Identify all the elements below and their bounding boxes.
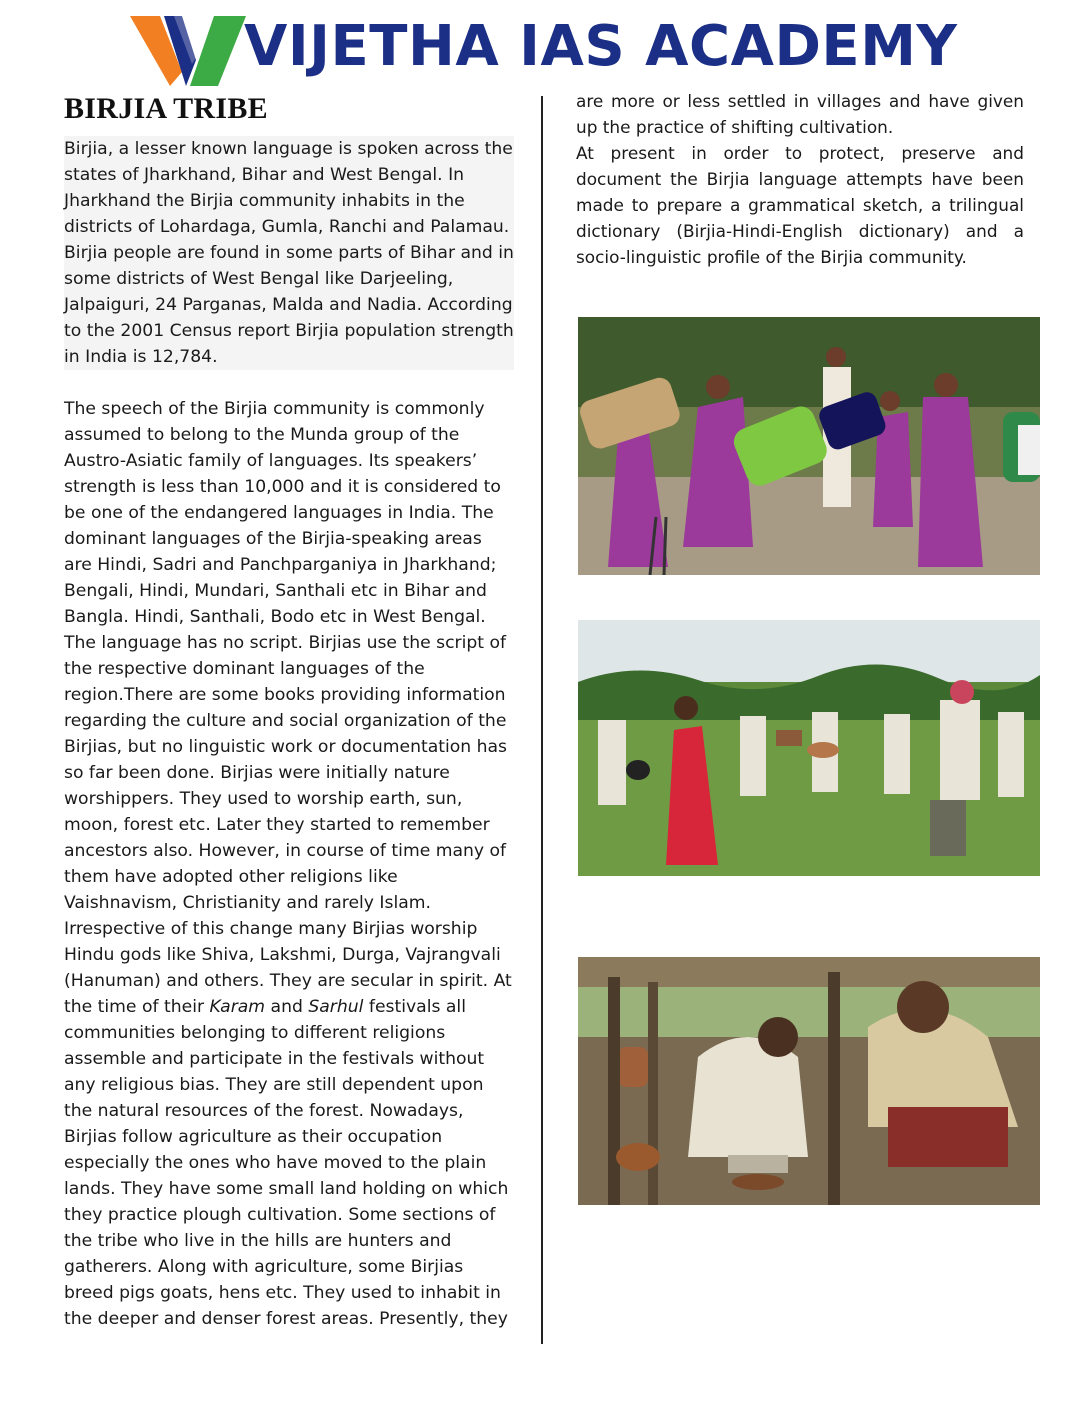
column-divider <box>541 96 543 1344</box>
photo-dance-drums <box>578 317 1040 575</box>
paragraph-speech <box>64 396 514 1332</box>
header <box>130 8 960 86</box>
academy-brand-name: VIJETHA IAS ACADEMY <box>244 14 958 79</box>
festival-karam: Karam <box>209 997 266 1017</box>
paragraph-speech-part2: festivals all communities belonging to different religions assemble and participate in the festivals without any religious bias. They are still dependent upon the natural resources of the forest. Nowadays, Birjias follow agriculture as their occupation especially the ones who have moved to the plain lands. They have some small land holding on which they practice plough cultivation. Some sections of the tribe who live in the hills are hunters and gatherers. Along with agriculture, some Birjias breed pigs goats, hens etc. They used to inhabit in the deeper and denser forest areas. Presently, they <box>64 997 509 1329</box>
vijetha-logo-icon <box>130 12 250 86</box>
dance-drums-photo-icon <box>578 317 1040 575</box>
paragraph-preservation: At present in order to protect, preserve and document the Birjia language attempts have been made to prepare a grammatical sketch, a trilingual dictionary (Birjia-Hindi-English dictionary) and a socio-linguistic profile of the Birjia community. <box>576 143 1024 267</box>
left-column <box>64 92 514 1332</box>
paragraph-intro: Birjia, a lesser known language is spoken across the states of Jharkhand, Bihar and West Bengal. In Jharkhand the Birjia community inhabits in the districts of Lohardaga, Gumla, Ranchi and Palamau. Birjia people are found in some parts of Bihar and in some districts of West Bengal like Darjeeling, Jalpaiguri, 24 Parganas, Malda and Nadia. According to the 2001 Census report Birjia population strength in India is 12,784. <box>64 136 514 370</box>
article-title: BIRJIA TRIBE <box>64 92 268 125</box>
right-column <box>576 88 1024 270</box>
paragraph-speech-part1: The speech of the Birjia community is commonly assumed to belong to the Munda group of the Austro-Asiatic family of languages. Its speakers’ strength is less than 10,000 and it is considered to be one of the endangered languages in India. The dominant languages of the Birjia-speaking areas are Hindi, Sadri and Panchparganiya in Jharkhand; Bengali, Hindi, Mundari, Santhali etc in Bihar and Bangla. Hindi, Santhali, Bodo etc in West Bengal. The language has no script. Birjias use the script of the respective dominant languages of the region.There are some books providing information regarding the culture and social organization of the Birjias, but no linguistic work or documentation has so far been done. Birjias were initially nature worshippers. They used to worship earth, sun, moon, forest etc. Later they started to remember ancestors also. However, in course of time many of them have adopted other religions like Vaishnavism, Christianity and rarely Islam. Irrespective of this change many Birjias worship Hindu gods like Shiva, Lakshmi, Durga, Vajrangvali (Hanuman) and others. They are secular in spirit. At the time of their <box>64 399 512 1017</box>
paragraph-settled: are more or less settled in villages and have given up the practice of shifting cultivation. <box>576 91 1024 137</box>
festival-sarhul: Sarhul <box>308 997 364 1017</box>
field-dance-photo-icon <box>578 620 1040 876</box>
photo-ritual-offering <box>578 957 1040 1205</box>
conjunction-and: and <box>270 997 303 1017</box>
photo-field-dance <box>578 620 1040 876</box>
ritual-offering-photo-icon <box>578 957 1040 1205</box>
